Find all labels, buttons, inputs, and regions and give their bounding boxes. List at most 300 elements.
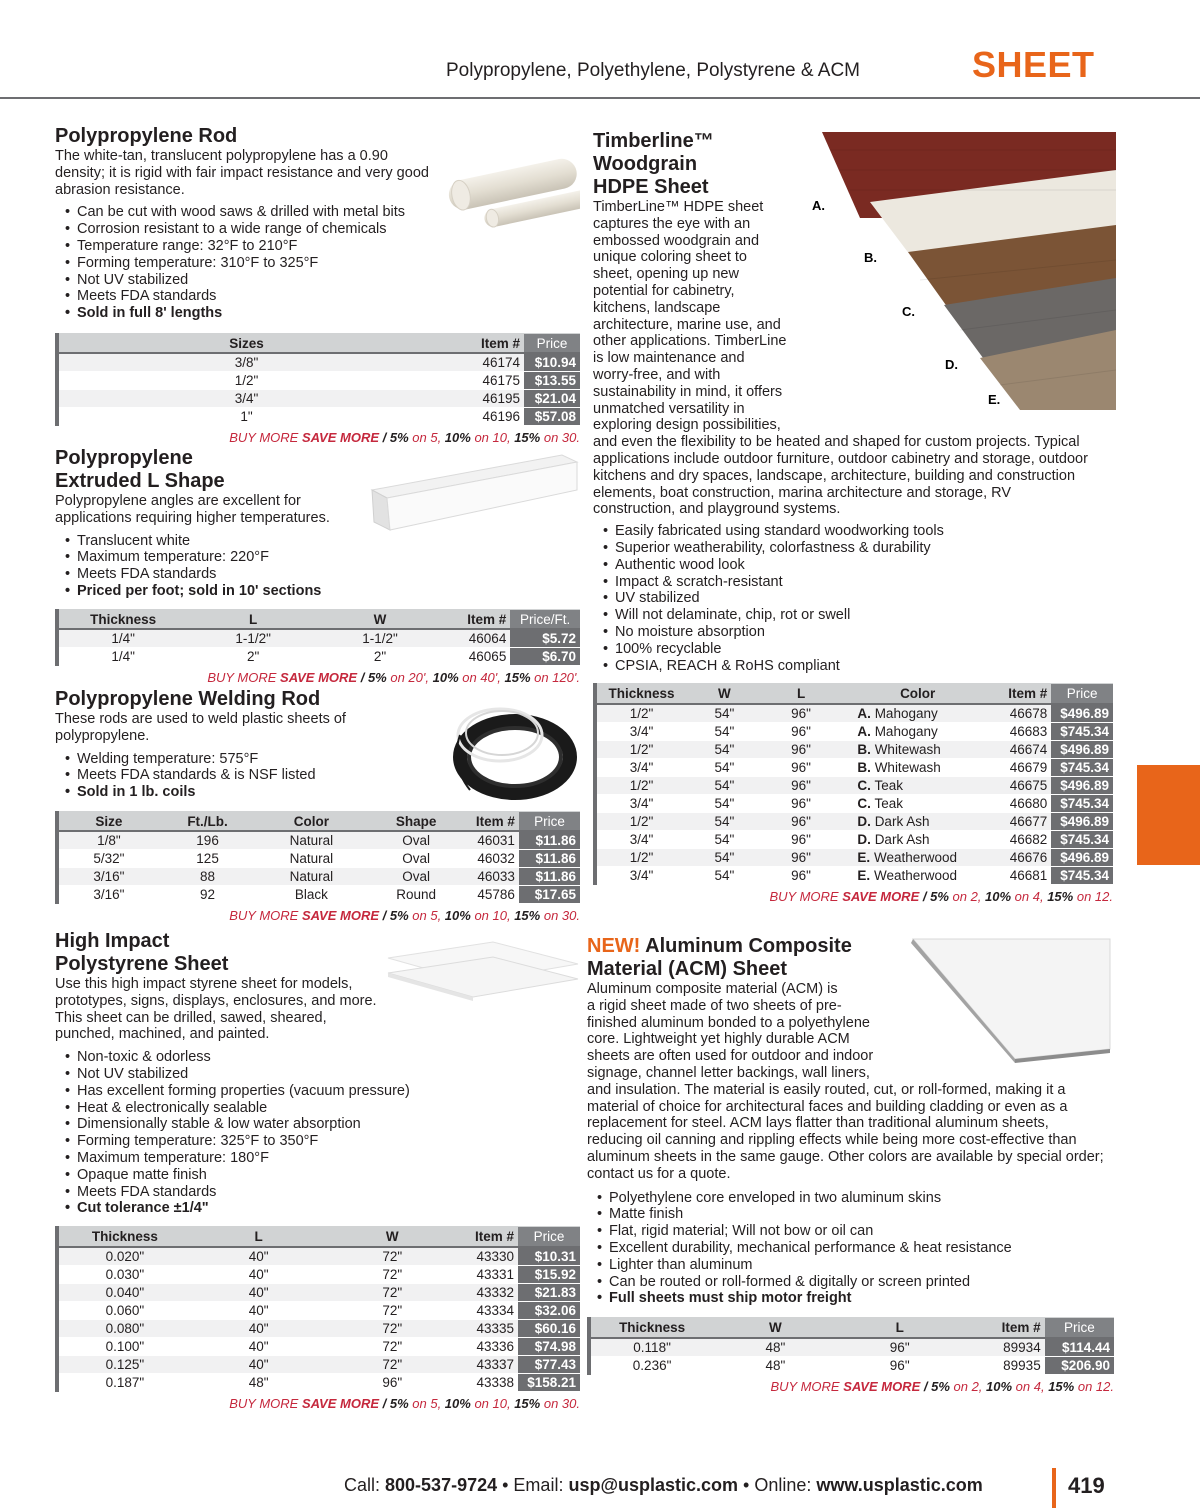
- promo-text: SAVE MORE: [843, 1378, 921, 1394]
- table-row: [59, 1373, 580, 1391]
- table-row: [59, 408, 580, 426]
- table-cell: 1/2": [597, 776, 686, 794]
- promo-text: on 12.: [1073, 888, 1113, 904]
- table-cell: 72": [326, 1283, 458, 1301]
- section-title: Polypropylene Welding Rod: [55, 688, 321, 710]
- feature-item: • CPSIA, REACH & RoHS compliant: [593, 658, 1113, 675]
- price-cell: $496.89: [1051, 740, 1113, 758]
- feature-item: • Opaque matte finish: [55, 1167, 580, 1184]
- promo-text: 10%: [444, 430, 471, 446]
- online-label: • Online:: [738, 1475, 817, 1495]
- swatch-label-b: B.: [864, 250, 877, 265]
- section-title: Timberline™: [593, 130, 714, 152]
- color-cell: [839, 812, 996, 830]
- feature-item: • Meets FDA standards: [55, 566, 580, 583]
- table-row: [597, 704, 1113, 723]
- feature-item: • Superior weatherability, colorfastness & durability: [593, 540, 1113, 557]
- price-cell: $21.83: [518, 1283, 580, 1301]
- promo-text: 15%: [1048, 1378, 1075, 1394]
- table-cell: 46031: [466, 831, 519, 850]
- promo-text: on 30.: [540, 908, 580, 924]
- column-header: Item #: [441, 609, 510, 629]
- column-header: W: [319, 609, 441, 629]
- feature-item: • Can be cut with wood saws & drilled with metal bits: [55, 204, 580, 221]
- description-line: kitchens, landscape: [593, 299, 721, 316]
- promo-text: SAVE MORE: [301, 1395, 380, 1411]
- description-line: finished aluminum bonded to a polyethylene: [587, 1014, 870, 1031]
- promo-text: BUY MORE: [769, 888, 843, 904]
- table-row: [59, 831, 580, 850]
- description-line: architecture, marine use, and: [593, 316, 781, 333]
- promo-text: 5%: [389, 1395, 409, 1411]
- table-cell: 72": [326, 1265, 458, 1283]
- feature-item: • 100% recyclable: [593, 641, 1113, 658]
- table-row: [597, 866, 1113, 884]
- color-cell: [839, 776, 996, 794]
- buy-more-save-more: [55, 670, 580, 685]
- product-image-acm-sheet: [905, 935, 1115, 1065]
- section-title-text: Aluminum Composite: [640, 935, 852, 957]
- price-table-container: [587, 1317, 1114, 1375]
- table-cell: 0.236": [591, 1356, 713, 1374]
- table-cell: 1/2": [597, 812, 686, 830]
- section-description: Use this high impact styrene sheet for models, prototypes, signs, displays, enclosures, and more. This sheet can be drilled, sawed, sheared, punched, machined, and painted.: [55, 976, 377, 1043]
- table-cell: 1-1/2": [319, 629, 441, 648]
- price-cell: $496.89: [1051, 704, 1113, 723]
- promo-text: on 40',: [458, 670, 505, 686]
- table-row: [597, 722, 1113, 740]
- table-cell: 40": [191, 1265, 327, 1283]
- description-line: is low maintenance and: [593, 350, 745, 367]
- promo-text: 10%: [985, 888, 1012, 904]
- column-header: Price: [518, 1227, 580, 1247]
- table-cell: 46676: [996, 848, 1051, 866]
- section-title-line-2: Woodgrain: [593, 153, 698, 175]
- table-cell: 89935: [962, 1356, 1045, 1374]
- description-line: unique coloring sheet to: [593, 249, 747, 266]
- price-cell: $10.94: [524, 353, 580, 372]
- table-cell: 48": [191, 1373, 327, 1391]
- column-header: Item #: [996, 684, 1051, 704]
- promo-text: 5%: [931, 1378, 950, 1394]
- table-cell: 43331: [458, 1265, 518, 1283]
- price-cell: $11.86: [519, 850, 580, 868]
- price-cell: $11.86: [519, 868, 580, 886]
- column-header: Thickness: [591, 1318, 713, 1338]
- promo-text: 5%: [389, 908, 409, 924]
- price-table: [59, 811, 580, 905]
- table-cell: 1/2": [597, 848, 686, 866]
- table-row: [59, 1283, 580, 1301]
- table-cell: 3/4": [597, 830, 686, 848]
- table-cell: 72": [326, 1319, 458, 1337]
- table-cell: 96": [763, 830, 840, 848]
- table-row: [591, 1338, 1114, 1357]
- color-name: Whitewash: [874, 741, 941, 757]
- table-row: [59, 629, 580, 648]
- price-table-container: [55, 811, 580, 905]
- promo-text: on 30.: [540, 1395, 580, 1411]
- table-cell: 0.118": [591, 1338, 713, 1357]
- table-cell: 1/2": [597, 704, 686, 723]
- table-cell: 54": [686, 848, 763, 866]
- page-number: 419: [1068, 1473, 1105, 1498]
- promo-text: 10%: [986, 1378, 1013, 1394]
- color-cell: [839, 758, 996, 776]
- column-header: Thickness: [59, 1227, 191, 1247]
- promo-text: 10%: [444, 908, 471, 924]
- email-link[interactable]: usp@usplastic.com: [568, 1475, 739, 1495]
- price-table: [59, 1226, 580, 1392]
- call-label: Call:: [344, 1475, 386, 1495]
- promo-text: on 120'.: [530, 670, 580, 686]
- color-letter: A.: [857, 705, 871, 721]
- price-table: [59, 333, 580, 427]
- table-cell: 45786: [466, 886, 519, 904]
- color-cell: [839, 722, 996, 740]
- price-cell: $206.90: [1045, 1356, 1114, 1374]
- table-cell: 40": [191, 1301, 327, 1319]
- table-cell: 54": [686, 740, 763, 758]
- column-header: Price: [1051, 684, 1113, 704]
- color-cell: [839, 740, 996, 758]
- color-letter: C.: [857, 795, 871, 811]
- feature-item-emphasis: • Priced per foot; sold in 10' sections: [55, 583, 580, 600]
- table-cell: 3/4": [597, 722, 686, 740]
- table-cell: 72": [326, 1337, 458, 1355]
- feature-item: • Corrosion resistant to a wide range of chemicals: [55, 221, 580, 238]
- column-header: Sizes: [59, 333, 434, 353]
- table-cell: 3/8": [59, 353, 434, 372]
- table-row: [59, 1301, 580, 1319]
- feature-item-emphasis: • Sold in 1 lb. coils: [55, 784, 580, 801]
- color-name: Teak: [874, 777, 903, 793]
- section-description: and insulation. The material is easily routed, cut, or roll-formed, making it a material of choice for architectural faces and building cladding or even as a replacement for steel. ACM lays flatter than traditional aluminum sheets, reducing oil canning and rippling effects while being more cost-effective than aluminum sheets in the same gauge. Other colors are available by special order; contact us for a quote.: [587, 1081, 1104, 1182]
- column-header: Thickness: [597, 684, 686, 704]
- color-cell: [839, 848, 996, 866]
- feature-item: • Flat, rigid material; Will not bow or oil can: [587, 1223, 1114, 1240]
- feature-list: [55, 1049, 580, 1217]
- section-subtitle: Polystyrene Sheet: [55, 953, 229, 975]
- feature-item: • Authentic wood look: [593, 557, 1113, 574]
- table-cell: 92: [159, 886, 257, 904]
- table-cell: 54": [686, 830, 763, 848]
- promo-text: SAVE MORE: [842, 888, 920, 904]
- table-cell: 46033: [466, 868, 519, 886]
- table-row: [59, 868, 580, 886]
- table-cell: 40": [191, 1355, 327, 1373]
- color-letter: D.: [857, 831, 871, 847]
- buy-more-save-more: [55, 1396, 580, 1411]
- feature-item: • Lighter than aluminum: [587, 1257, 1114, 1274]
- feature-item: • Welding temperature: 575°F: [55, 751, 580, 768]
- promo-text: 15%: [514, 1395, 541, 1411]
- table-cell: 43337: [458, 1355, 518, 1373]
- section-subtitle: Material (ACM) Sheet: [587, 958, 788, 980]
- promo-text: on 10,: [470, 1395, 515, 1411]
- promo-text: on 4,: [1012, 1378, 1049, 1394]
- promo-text: on 5,: [408, 908, 445, 924]
- promo-text: BUY MORE: [229, 908, 302, 924]
- table-row: [59, 372, 580, 390]
- table-cell: 0.187": [59, 1373, 191, 1391]
- column-header: Item #: [458, 1227, 518, 1247]
- column-header: L: [763, 684, 840, 704]
- table-cell: 46683: [996, 722, 1051, 740]
- color-cell: [839, 704, 996, 723]
- price-cell: $158.21: [518, 1373, 580, 1391]
- price-table: [591, 1317, 1114, 1375]
- table-cell: Oval: [366, 850, 466, 868]
- section-title: Polypropylene Rod: [55, 125, 238, 147]
- promo-text: SAVE MORE: [301, 430, 380, 446]
- feature-item: • Forming temperature: 310°F to 325°F: [55, 255, 580, 272]
- table-cell: 46032: [466, 850, 519, 868]
- table-cell: 3/16": [59, 886, 159, 904]
- table-cell: 54": [686, 776, 763, 794]
- section-description: The white-tan, translucent polypropylene has a 0.90 density; it is rigid with fair impact resistance and very good abrasion resistance.: [55, 148, 429, 198]
- table-row: [59, 648, 580, 666]
- table-cell: 5/32": [59, 850, 159, 868]
- section-description: Polypropylene angles are excellent for applications requiring higher temperatures.: [55, 493, 330, 526]
- description-line: Aluminum composite material (ACM) is: [587, 981, 838, 997]
- feature-item-emphasis: • Full sheets must ship motor freight: [587, 1290, 1114, 1307]
- swatch-label-e: E.: [988, 392, 1001, 407]
- table-cell: 46674: [996, 740, 1051, 758]
- price-cell: $745.34: [1051, 794, 1113, 812]
- table-cell: 40": [191, 1247, 327, 1266]
- table-cell: 43334: [458, 1301, 518, 1319]
- price-cell: $745.34: [1051, 830, 1113, 848]
- table-row: [59, 1355, 580, 1373]
- promo-text: BUY MORE: [770, 1378, 844, 1394]
- price-cell: $114.44: [1045, 1338, 1114, 1357]
- color-letter: E.: [857, 849, 871, 865]
- price-table-container: [593, 683, 1113, 885]
- email-label: • Email:: [497, 1475, 569, 1495]
- table-cell: 43336: [458, 1337, 518, 1355]
- table-cell: 1-1/2": [187, 629, 319, 648]
- table-cell: 3/16": [59, 868, 159, 886]
- column-header: Color: [256, 811, 366, 831]
- feature-list: [593, 523, 1113, 674]
- description-line: exploring design possibilities,: [593, 417, 781, 434]
- table-cell: 3/4": [59, 390, 434, 408]
- table-row: [597, 812, 1113, 830]
- color-cell: [839, 866, 996, 884]
- table-cell: 48": [713, 1338, 837, 1357]
- table-cell: 43335: [458, 1319, 518, 1337]
- description-line: sustainability in mind, it offers: [593, 383, 783, 400]
- promo-text: 5%: [367, 670, 387, 686]
- description-line: core. Lightweight yet highly durable ACM: [587, 1031, 850, 1048]
- table-cell: 0.030": [59, 1265, 191, 1283]
- promo-text: /: [919, 888, 931, 904]
- phone-number[interactable]: 800-537-9724: [385, 1475, 498, 1495]
- column-header: L: [187, 609, 319, 629]
- price-cell: $496.89: [1051, 848, 1113, 866]
- promo-text: 5%: [930, 888, 949, 904]
- column-header: Shape: [366, 811, 466, 831]
- swatch-label-d: D.: [945, 357, 958, 372]
- table-cell: 125: [159, 850, 257, 868]
- buy-more-save-more: [55, 908, 580, 923]
- feature-item: • UV stabilized: [593, 590, 1113, 607]
- table-cell: 54": [686, 704, 763, 723]
- feature-item: • Maximum temperature: 180°F: [55, 1150, 580, 1167]
- color-name: Mahogany: [874, 705, 938, 721]
- feature-item: • Polyethylene core enveloped in two aluminum skins: [587, 1190, 1114, 1207]
- column-header: Item #: [962, 1318, 1045, 1338]
- table-cell: 54": [686, 812, 763, 830]
- buy-more-save-more: [55, 430, 580, 445]
- table-cell: 0.040": [59, 1283, 191, 1301]
- promo-text: on 10,: [470, 430, 515, 446]
- table-cell: 1/4": [59, 629, 187, 648]
- description-line: signage, channel letter backings, wall liners,: [587, 1064, 870, 1081]
- table-cell: 54": [686, 866, 763, 884]
- feature-item: • Meets FDA standards: [55, 1184, 580, 1201]
- table-cell: 46195: [434, 390, 524, 408]
- table-cell: 96": [763, 848, 840, 866]
- column-header: W: [326, 1227, 458, 1247]
- column-header: Item #: [466, 811, 519, 831]
- price-table-container: [55, 1226, 580, 1392]
- promo-text: 10%: [444, 1395, 471, 1411]
- table-cell: 96": [763, 776, 840, 794]
- feature-item: • Impact & scratch-resistant: [593, 574, 1113, 591]
- table-cell: 72": [326, 1247, 458, 1266]
- section-subtitle: Extruded L Shape: [55, 470, 225, 492]
- price-cell: $6.70: [510, 648, 580, 666]
- table-cell: 2": [319, 648, 441, 666]
- feature-item-emphasis: • Cut tolerance ±1/4": [55, 1200, 580, 1217]
- column-header: W: [686, 684, 763, 704]
- table-cell: 46682: [996, 830, 1051, 848]
- page-number-divider: [1052, 1468, 1056, 1508]
- new-badge: NEW!: [587, 935, 641, 957]
- feature-item: • Not UV stabilized: [55, 1066, 580, 1083]
- price-cell: $21.04: [524, 390, 580, 408]
- feature-item: • Can be routed or roll-formed & digitally or screen printed: [587, 1274, 1114, 1291]
- table-row: [591, 1356, 1114, 1374]
- promo-text: 5%: [389, 430, 409, 446]
- feature-item: • Temperature range: 32°F to 210°F: [55, 238, 580, 255]
- table-cell: 3/4": [597, 794, 686, 812]
- table-cell: 96": [763, 866, 840, 884]
- table-cell: 89934: [962, 1338, 1045, 1357]
- promo-text: on 5,: [408, 430, 445, 446]
- price-cell: $57.08: [524, 408, 580, 426]
- feature-item: • Easily fabricated using standard woodworking tools: [593, 523, 1113, 540]
- color-name: Dark Ash: [874, 813, 930, 829]
- table-cell: 1/2": [597, 740, 686, 758]
- promo-text: on 2,: [948, 888, 986, 904]
- price-cell: $5.72: [510, 629, 580, 648]
- table-cell: 46065: [441, 648, 510, 666]
- table-cell: 1/4": [59, 648, 187, 666]
- table-cell: 46681: [996, 866, 1051, 884]
- table-cell: 0.020": [59, 1247, 191, 1266]
- column-header: L: [191, 1227, 327, 1247]
- promo-text: on 5,: [408, 1395, 445, 1411]
- product-image-polystyrene: [383, 940, 583, 1005]
- promo-text: on 30.: [540, 430, 580, 446]
- feature-item: • Matte finish: [587, 1206, 1114, 1223]
- promo-text: SAVE MORE: [301, 908, 380, 924]
- price-cell: $13.55: [524, 372, 580, 390]
- price-cell: $32.06: [518, 1301, 580, 1319]
- promo-text: /: [379, 1395, 390, 1411]
- table-cell: Natural: [256, 868, 366, 886]
- product-image-rod: [440, 150, 580, 240]
- website-link[interactable]: www.usplastic.com: [816, 1475, 983, 1495]
- section-title: High Impact: [55, 930, 170, 952]
- feature-item: • Not UV stabilized: [55, 272, 580, 289]
- table-row: [59, 886, 580, 904]
- table-row: [597, 758, 1113, 776]
- promo-text: 15%: [504, 670, 531, 686]
- table-cell: Oval: [366, 831, 466, 850]
- table-cell: 1/8": [59, 831, 159, 850]
- feature-item: • Will not delaminate, chip, rot or swell: [593, 607, 1113, 624]
- table-cell: Natural: [256, 831, 366, 850]
- section-description: These rods are used to weld plastic sheets of polypropylene.: [55, 711, 346, 744]
- table-cell: 72": [326, 1301, 458, 1319]
- price-cell: $15.92: [518, 1265, 580, 1283]
- table-cell: 0.125": [59, 1355, 191, 1373]
- table-row: [59, 353, 580, 372]
- description-line: unmatched versatility in: [593, 400, 745, 417]
- price-table: [597, 683, 1113, 885]
- table-cell: 46677: [996, 812, 1051, 830]
- price-cell: $496.89: [1051, 812, 1113, 830]
- feature-item: • No moisture absorption: [593, 624, 1113, 641]
- table-cell: 96": [838, 1338, 962, 1357]
- column-header: Size: [59, 811, 159, 831]
- table-cell: 46175: [434, 372, 524, 390]
- promo-text: on 2,: [949, 1378, 987, 1394]
- table-cell: 96": [763, 740, 840, 758]
- description-line: worry-free, and with: [593, 366, 721, 383]
- table-cell: 43338: [458, 1373, 518, 1391]
- color-letter: A.: [857, 723, 871, 739]
- feature-item: • Heat & electronically sealable: [55, 1100, 580, 1117]
- color-letter: D.: [857, 813, 871, 829]
- table-cell: 48": [713, 1356, 837, 1374]
- price-table-container: [55, 333, 580, 427]
- column-header: Price: [1045, 1318, 1114, 1338]
- promo-text: SAVE MORE: [280, 670, 358, 686]
- table-cell: 96": [763, 812, 840, 830]
- feature-item: • Has excellent forming properties (vacuum pressure): [55, 1083, 580, 1100]
- product-image-woodgrain-swatches: [800, 130, 1120, 420]
- promo-text: 15%: [514, 908, 541, 924]
- table-cell: 46678: [996, 704, 1051, 723]
- table-cell: 196: [159, 831, 257, 850]
- color-name: Weatherwood: [873, 867, 958, 883]
- feature-list: [55, 533, 580, 600]
- price-cell: $74.98: [518, 1337, 580, 1355]
- color-name: Whitewash: [874, 759, 941, 775]
- price-cell: $745.34: [1051, 866, 1113, 884]
- promo-text: BUY MORE: [207, 670, 281, 686]
- description-line: a rigid sheet made of two sheets of pre-: [587, 997, 842, 1014]
- table-cell: 96": [763, 722, 840, 740]
- table-cell: 96": [838, 1356, 962, 1374]
- table-row: [597, 848, 1113, 866]
- table-cell: Natural: [256, 850, 366, 868]
